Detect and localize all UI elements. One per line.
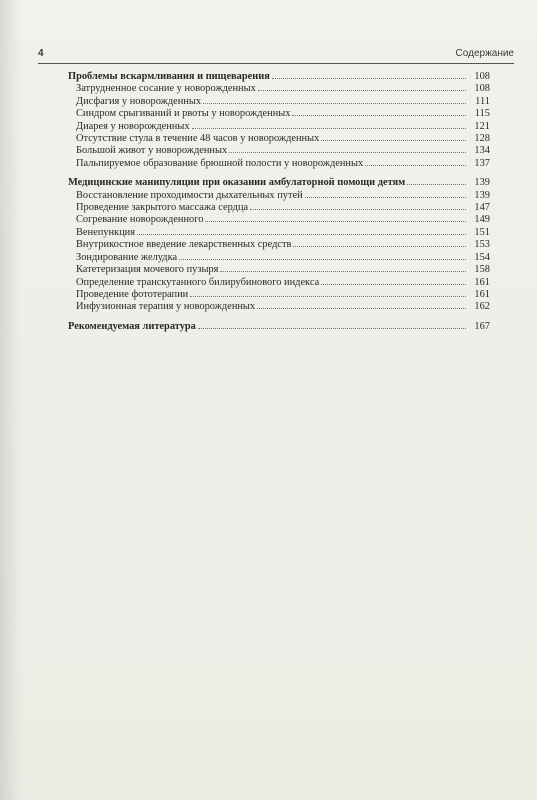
toc-entry[interactable] <box>68 144 490 156</box>
dot-leader <box>293 238 466 247</box>
toc-entry[interactable] <box>68 238 490 250</box>
toc-page-number: 154 <box>474 251 490 263</box>
toc-page-number: 149 <box>474 214 490 226</box>
toc-page-number: 111 <box>475 95 490 107</box>
toc-entry-title: Инфузионная терапия у новорожденных <box>76 301 256 313</box>
toc-entry-title: Дисфагия у новорожденных <box>76 95 202 107</box>
toc-entry[interactable] <box>68 201 490 213</box>
toc-page-number: 167 <box>474 320 490 332</box>
toc-entry-title: Определение транскутанного билирубинового индекса <box>76 276 320 288</box>
dot-leader <box>198 320 466 329</box>
toc-page-number: 153 <box>474 239 490 251</box>
dot-leader <box>365 157 466 166</box>
toc-entry-title: Отсутствие стула в течение 48 часов у новорожденных <box>76 133 320 145</box>
toc-section-heading[interactable] <box>68 176 490 188</box>
dot-leader <box>203 95 466 104</box>
toc-section <box>68 70 490 169</box>
toc-entry[interactable] <box>68 213 490 225</box>
page-gutter-shadow <box>0 0 22 800</box>
toc-entry[interactable] <box>68 251 490 263</box>
toc-entry-title: Зондирование желудка <box>76 251 178 263</box>
running-header <box>38 48 514 62</box>
dot-leader <box>321 276 466 285</box>
toc-entry[interactable] <box>68 82 490 94</box>
toc-entry-title: Согревание новорожденного <box>76 214 204 226</box>
toc-entry-title: Проведение фототерапии <box>76 288 189 300</box>
toc-page-number: 108 <box>474 71 490 82</box>
toc-page-number: 158 <box>474 264 490 276</box>
toc-page-number: 161 <box>474 288 490 300</box>
table-of-contents <box>68 70 490 339</box>
dot-leader <box>321 132 466 141</box>
toc-entry[interactable] <box>68 95 490 107</box>
toc-page-number: 161 <box>474 276 490 288</box>
page-number: 4 <box>38 48 44 59</box>
dot-leader <box>190 288 466 297</box>
toc-entry-title: Восстановление проходимости дыхательных путей <box>76 189 303 201</box>
dot-leader <box>257 300 466 309</box>
toc-page-number: 115 <box>474 108 490 120</box>
toc-page-number: 121 <box>474 120 490 132</box>
toc-entry-title: Затрудненное сосание у новорожденных <box>76 83 256 95</box>
toc-entry[interactable] <box>68 226 490 238</box>
toc-entry-title: Проведение закрытого массажа сердца <box>76 202 249 214</box>
toc-entry[interactable] <box>68 189 490 201</box>
dot-leader <box>179 251 466 260</box>
toc-entry-title: Рекомендуемая литература <box>68 320 196 332</box>
toc-entry-title: Внутрикостное введение лекарственных средств <box>76 239 292 251</box>
toc-section-heading[interactable] <box>68 320 490 332</box>
toc-entry-title: Пальпируемое образование брюшной полости у новорожденных <box>76 157 364 169</box>
dot-leader <box>137 226 466 235</box>
dot-leader <box>250 201 466 210</box>
toc-entry[interactable] <box>68 276 490 288</box>
toc-page-number: 151 <box>474 226 490 238</box>
toc-entry-title: Проблемы вскармливания и пищеварения <box>68 71 270 82</box>
dot-leader <box>258 82 466 91</box>
toc-entry-title: Катетеризация мочевого пузыря <box>76 264 219 276</box>
toc-entry[interactable] <box>68 263 490 275</box>
toc-entry[interactable] <box>68 132 490 144</box>
toc-page-number: 108 <box>474 83 490 95</box>
section-title: Содержание <box>455 48 514 59</box>
dot-leader <box>205 213 466 222</box>
toc-entry-title: Диарея у новорожденных <box>76 120 190 132</box>
toc-entry-title: Синдром срыгиваний и рвоты у новорожденных <box>76 108 291 120</box>
toc-page-number: 139 <box>474 177 490 189</box>
toc-entry[interactable] <box>68 288 490 300</box>
toc-section-heading[interactable] <box>68 70 490 82</box>
toc-section <box>68 176 490 312</box>
dot-leader <box>407 176 466 185</box>
toc-entry[interactable] <box>68 120 490 132</box>
toc-page-number: 134 <box>474 145 490 157</box>
toc-entry-title: Венепункция <box>76 226 135 238</box>
toc-page-number: 162 <box>474 301 490 313</box>
toc-page-number: 139 <box>474 189 490 201</box>
dot-leader <box>305 189 466 198</box>
toc-entry[interactable] <box>68 157 490 169</box>
dot-leader <box>229 144 466 153</box>
toc-section <box>68 320 490 332</box>
toc-page-number: 137 <box>474 157 490 169</box>
dot-leader <box>192 120 466 129</box>
dot-leader <box>272 70 466 79</box>
toc-entry[interactable] <box>68 300 490 312</box>
header-rule <box>38 63 514 64</box>
toc-page-number: 147 <box>474 202 490 214</box>
toc-page-number: 128 <box>474 133 490 145</box>
dot-leader <box>292 107 466 116</box>
toc-entry[interactable] <box>68 107 490 119</box>
toc-entry-title: Большой живот у новорожденных <box>76 145 228 157</box>
dot-leader <box>220 263 466 272</box>
toc-entry-title: Медицинские манипуляции при оказании амбулаторной помощи детям <box>68 177 406 189</box>
